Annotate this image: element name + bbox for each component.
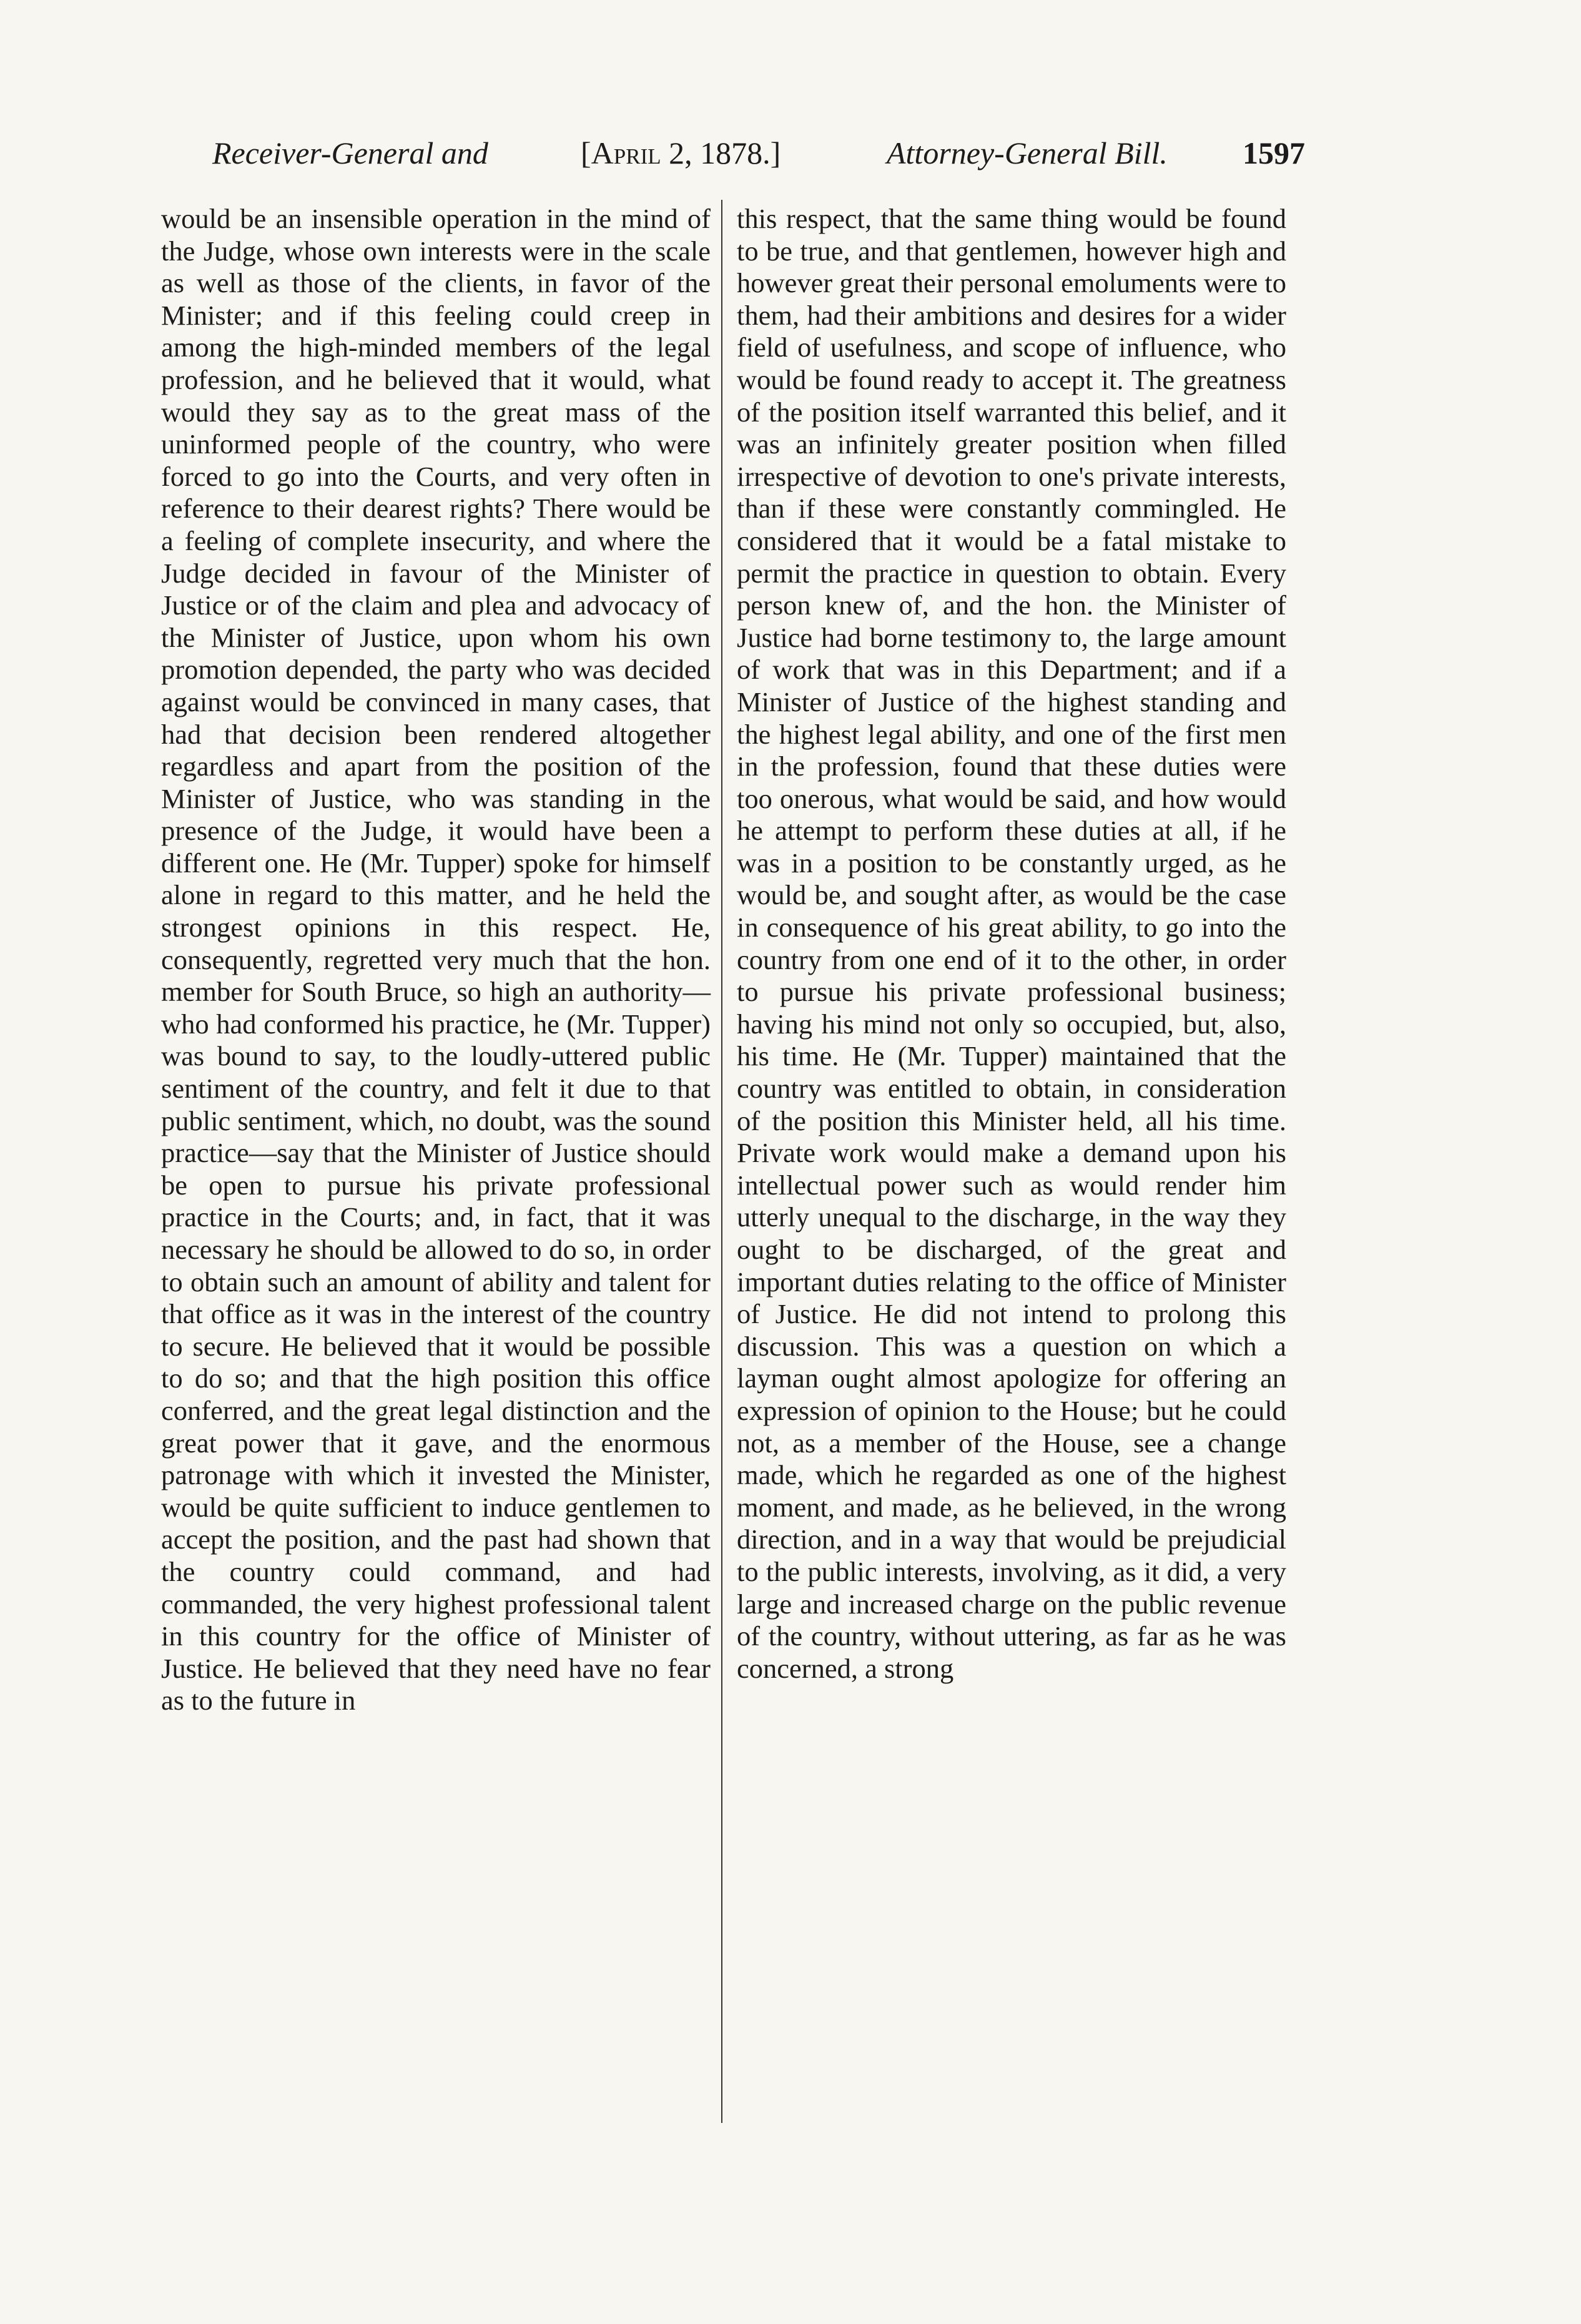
column-divider [721, 200, 722, 2123]
page-number: 1597 [1243, 135, 1305, 170]
text-column-right [737, 203, 1286, 2126]
left-column-paragraph: would be an insensible operation in the mind of the Judge, whose own interests were in the scale as well as those of the clients, in favor of the Minister; and if this feeling could creep in among the high-minded members of the legal profession, and he believed that it would, what would they say as to the great mass of the uninformed people of the country, who were forced to go into the Courts, and very often in reference to their dearest rights? There would be a feeling of complete insecurity, and where the Judge decided in favour of the Minister of Justice or of the claim and plea and advocacy of the Minister of Justice, upon whom his own promotion depended, the party who was decided against would be convinced in many cases, that had that decision been rendered altogether regardless and apart from the position of the Minister of Justice, who was standing in the presence of the Judge, it would have been a different one. He (Mr. Tupper) spoke for himself alone in regard to this matter, and he held the strongest opinions in this respect. He, consequently, regretted very much that the hon. member for South Bruce, so high an authority—who had conformed his practice, he (Mr. Tupper) was bound to say, to the loudly-uttered public sentiment of the country, and felt it due to that public sentiment, which, no doubt, was the sound practice—say that the Minister of Justice should be open to pursue his private professional practice in the Courts; and, in fact, that it was necessary he should be allowed to do so, in order to obtain such an amount of ability and talent for that office as it was in the interest of the country to secure. He believed that it would be possible to do so; and that the high position this office conferred, and the great legal distinction and the great power that it gave, and the enormous patronage with which it invested the Minister, would be quite sufficient to induce gentlemen to accept the position, and the past had shown that the country could command, and had commanded, the very highest professional talent in this country for the office of Minister of Justice. He believed that they need have no fear as to the future in [161, 203, 711, 1716]
text-column-left [161, 203, 711, 2126]
header-left-title: Receiver-General and [212, 135, 488, 170]
right-column-paragraph: this respect, that the same thing would be found to be true, and that gentlemen, however high and however great their personal emoluments were to them, had their ambitions and desires for a wider field of usefulness, and scope of influence, who would be found ready to accept it. The greatness of the position itself warranted this belief, and it was an infinitely greater position when filled irrespective of devotion to one's private interests, than if these were constantly commingled. He considered that it would be a fatal mistake to permit the practice in question to obtain. Every person knew of, and the hon. the Minister of Justice had borne testimony to, the large amount of work that was in this Department; and if a Minister of Justice of the highest standing and the highest legal ability, and one of the first men in the profession, found that these duties were too onerous, what would be said, and how would he attempt to perform these duties at all, if he was in a position to be constantly urged, as he would be, and sought after, as would be the case in consequence of his great ability, to go into the country from one end of it to the other, in order to pursue his private professional business; having his mind not only so occupied, but, also, his time. He (Mr. Tupper) maintained that the country was entitled to obtain, in consideration of the position this Minister held, all his time. Private work would make a demand upon his intellectual power such as would render him utterly unequal to the discharge, in the way they ought to be discharged, of the great and important duties relating to the office of Minister of Justice. He did not intend to prolong this discussion. This was a question on which a layman ought almost apologize for offering an expression of opinion to the House; but he could not, as a member of the House, see a change made, which he regarded as one of the highest moment, and made, as he believed, in the wrong direction, and in a way that would be prejudicial to the public interests, involving, as it did, a very large and increased charge on the public revenue of the country, without uttering, as far as he was concerned, a strong [737, 203, 1286, 1684]
running-header [212, 128, 1305, 178]
header-date: [April 2, 1878.] [581, 135, 781, 170]
header-right-title: Attorney-General Bill. [887, 135, 1168, 170]
